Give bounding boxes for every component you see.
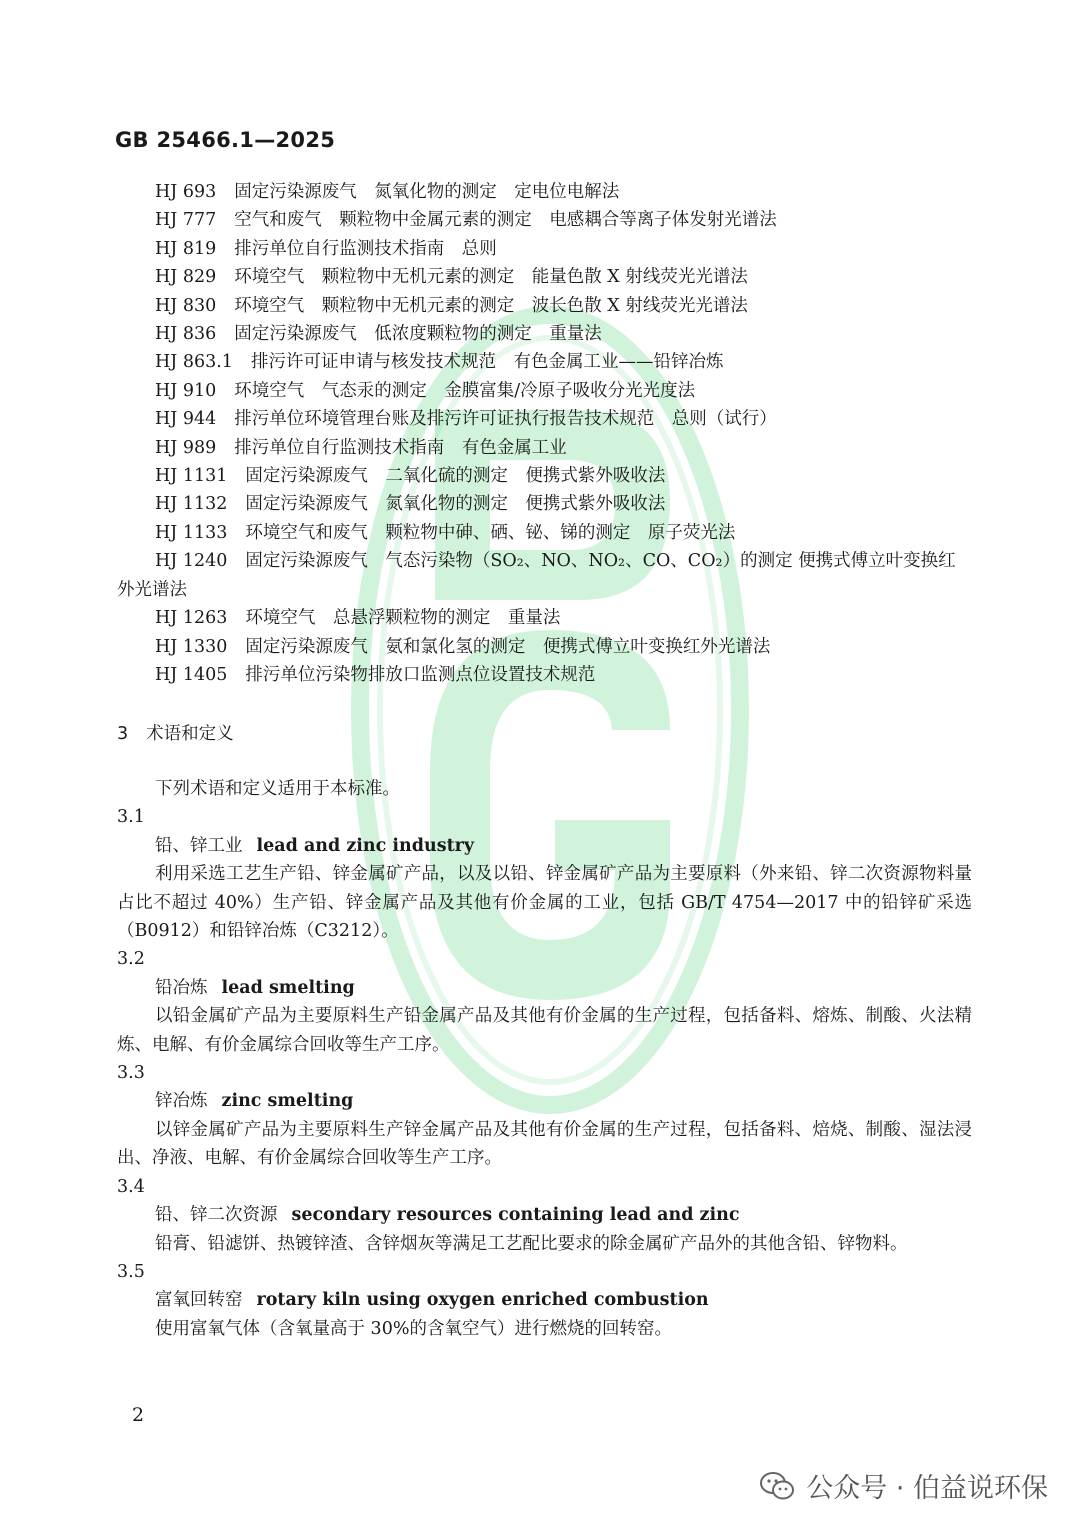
section-heading xyxy=(117,720,234,745)
term-number: 3.4 xyxy=(117,1176,145,1197)
reference-item: HJ 910 环境空气 气态汞的测定 金膜富集/冷原子吸收分光光度法 xyxy=(155,380,696,401)
section-title: 术语和定义 xyxy=(146,724,234,744)
reference-item: HJ 989 排污单位自行监测技术指南 有色金属工业 xyxy=(155,437,567,458)
term-english: zinc smelting xyxy=(221,1091,354,1112)
reference-item: HJ 819 排污单位自行监测技术指南 总则 xyxy=(155,238,497,259)
reference-item: HJ 863.1 排污许可证申请与核发技术规范 有色金属工业——铅锌冶炼 xyxy=(155,352,724,373)
reference-item: HJ 836 固定污染源废气 低浓度颗粒物的测定 重量法 xyxy=(155,324,602,345)
normative-references-list xyxy=(117,178,972,689)
term-definition: 使用富氧气体（含氧量高于 30%的含氧空气）进行燃烧的回转窑。 xyxy=(155,1318,672,1339)
term-heading xyxy=(117,1286,972,1314)
term-chinese: 铅、锌工业 xyxy=(155,835,243,856)
reference-item: HJ 693 固定污染源废气 氮氧化物的测定 定电位电解法 xyxy=(155,182,620,202)
reference-item: HJ 1240 固定污染源废气 气态污染物（SO₂、NO、NO₂、CO、CO₂）的测定 便携式傅立叶变换红外光谱法 xyxy=(117,551,956,600)
reference-item: HJ 1263 环境空气 总悬浮颗粒物的测定 重量法 xyxy=(155,608,561,629)
term-heading xyxy=(117,974,972,1002)
term-number: 3.2 xyxy=(117,949,145,970)
term-definition: 铅膏、铅滤饼、热镀锌渣、含锌烟灰等满足工艺配比要求的除金属矿产品外的其他含铅、锌物料。 xyxy=(155,1233,908,1254)
reference-item: HJ 830 环境空气 颗粒物中无机元素的测定 波长色散 X 射线荧光光谱法 xyxy=(155,295,748,316)
term-number: 3.1 xyxy=(117,807,145,828)
term-chinese: 锌冶炼 xyxy=(155,1091,208,1112)
term-definition: 以铅金属矿产品为主要原料生产铅金属产品及其他有价金属的生产过程，包括备料、熔炼、制酸、火法精炼、电解、有价金属综合回收等生产工序。 xyxy=(117,1006,972,1055)
term-chinese: 铅、锌二次资源 xyxy=(155,1205,278,1226)
reference-item: HJ 777 空气和废气 颗粒物中金属元素的测定 电感耦合等离子体发射光谱法 xyxy=(155,210,777,231)
terms-and-definitions xyxy=(117,775,972,1343)
account-name: 公众号 · 伯益说环保 xyxy=(806,1473,1048,1504)
term-definition: 以锌金属矿产品为主要原料生产锌金属产品及其他有价金属的生产过程，包括备料、焙烧、制酸、湿法浸出、净液、电解、有价金属综合回收等生产工序。 xyxy=(117,1119,972,1169)
term-number: 3.3 xyxy=(117,1063,145,1084)
term-heading xyxy=(117,1201,972,1229)
term-heading xyxy=(117,832,972,860)
term-english: lead smelting xyxy=(221,977,355,998)
reference-item: HJ 1133 环境空气和废气 颗粒物中砷、硒、铋、锑的测定 原子荧光法 xyxy=(155,522,736,543)
term-definition: 利用采选工艺生产铅、锌金属矿产品，以及以铅、锌金属矿产品为主要原料（外来铅、锌二次资源物料量占比不超过 40%）生产铅、锌金属产品及其他有价金属的工业，包括 GB/T 4754—2017 中的铅锌矿采选（B0912）和铅锌冶炼（C3212）。 xyxy=(117,864,972,942)
reference-item: HJ 1330 固定污染源废气 氨和氯化氢的测定 便携式傅立叶变换红外光谱法 xyxy=(155,636,771,657)
term-english: rotary kiln using oxygen enriched combustion xyxy=(256,1290,709,1311)
term-chinese: 富氧回转窑 xyxy=(155,1290,243,1311)
term-chinese: 铅冶炼 xyxy=(155,977,208,998)
section-intro: 下列术语和定义适用于本标准。 xyxy=(155,779,400,799)
section-number: 3 xyxy=(117,724,129,744)
term-english: lead and zinc industry xyxy=(256,835,475,856)
wechat-icon xyxy=(760,1471,794,1501)
reference-item: HJ 1131 固定污染源废气 二氧化硫的测定 便携式紫外吸收法 xyxy=(155,466,666,487)
reference-item: HJ 1405 排污单位污染物排放口监测点位设置技术规范 xyxy=(155,664,596,685)
wechat-account-watermark xyxy=(760,1466,1048,1505)
term-english: secondary resources containing lead and zinc xyxy=(291,1205,740,1226)
reference-item: HJ 1132 固定污染源废气 氮氧化物的测定 便携式紫外吸收法 xyxy=(155,494,666,515)
reference-item: HJ 829 环境空气 颗粒物中无机元素的测定 能量色散 X 射线荧光光谱法 xyxy=(155,267,748,288)
standard-code: GB 25466.1—2025 xyxy=(115,128,336,152)
reference-item: HJ 944 排污单位环境管理台账及排污许可证执行报告技术规范 总则（试行） xyxy=(155,409,777,430)
page-number: 2 xyxy=(132,1404,145,1426)
term-heading xyxy=(117,1087,972,1115)
term-number: 3.5 xyxy=(117,1261,145,1282)
